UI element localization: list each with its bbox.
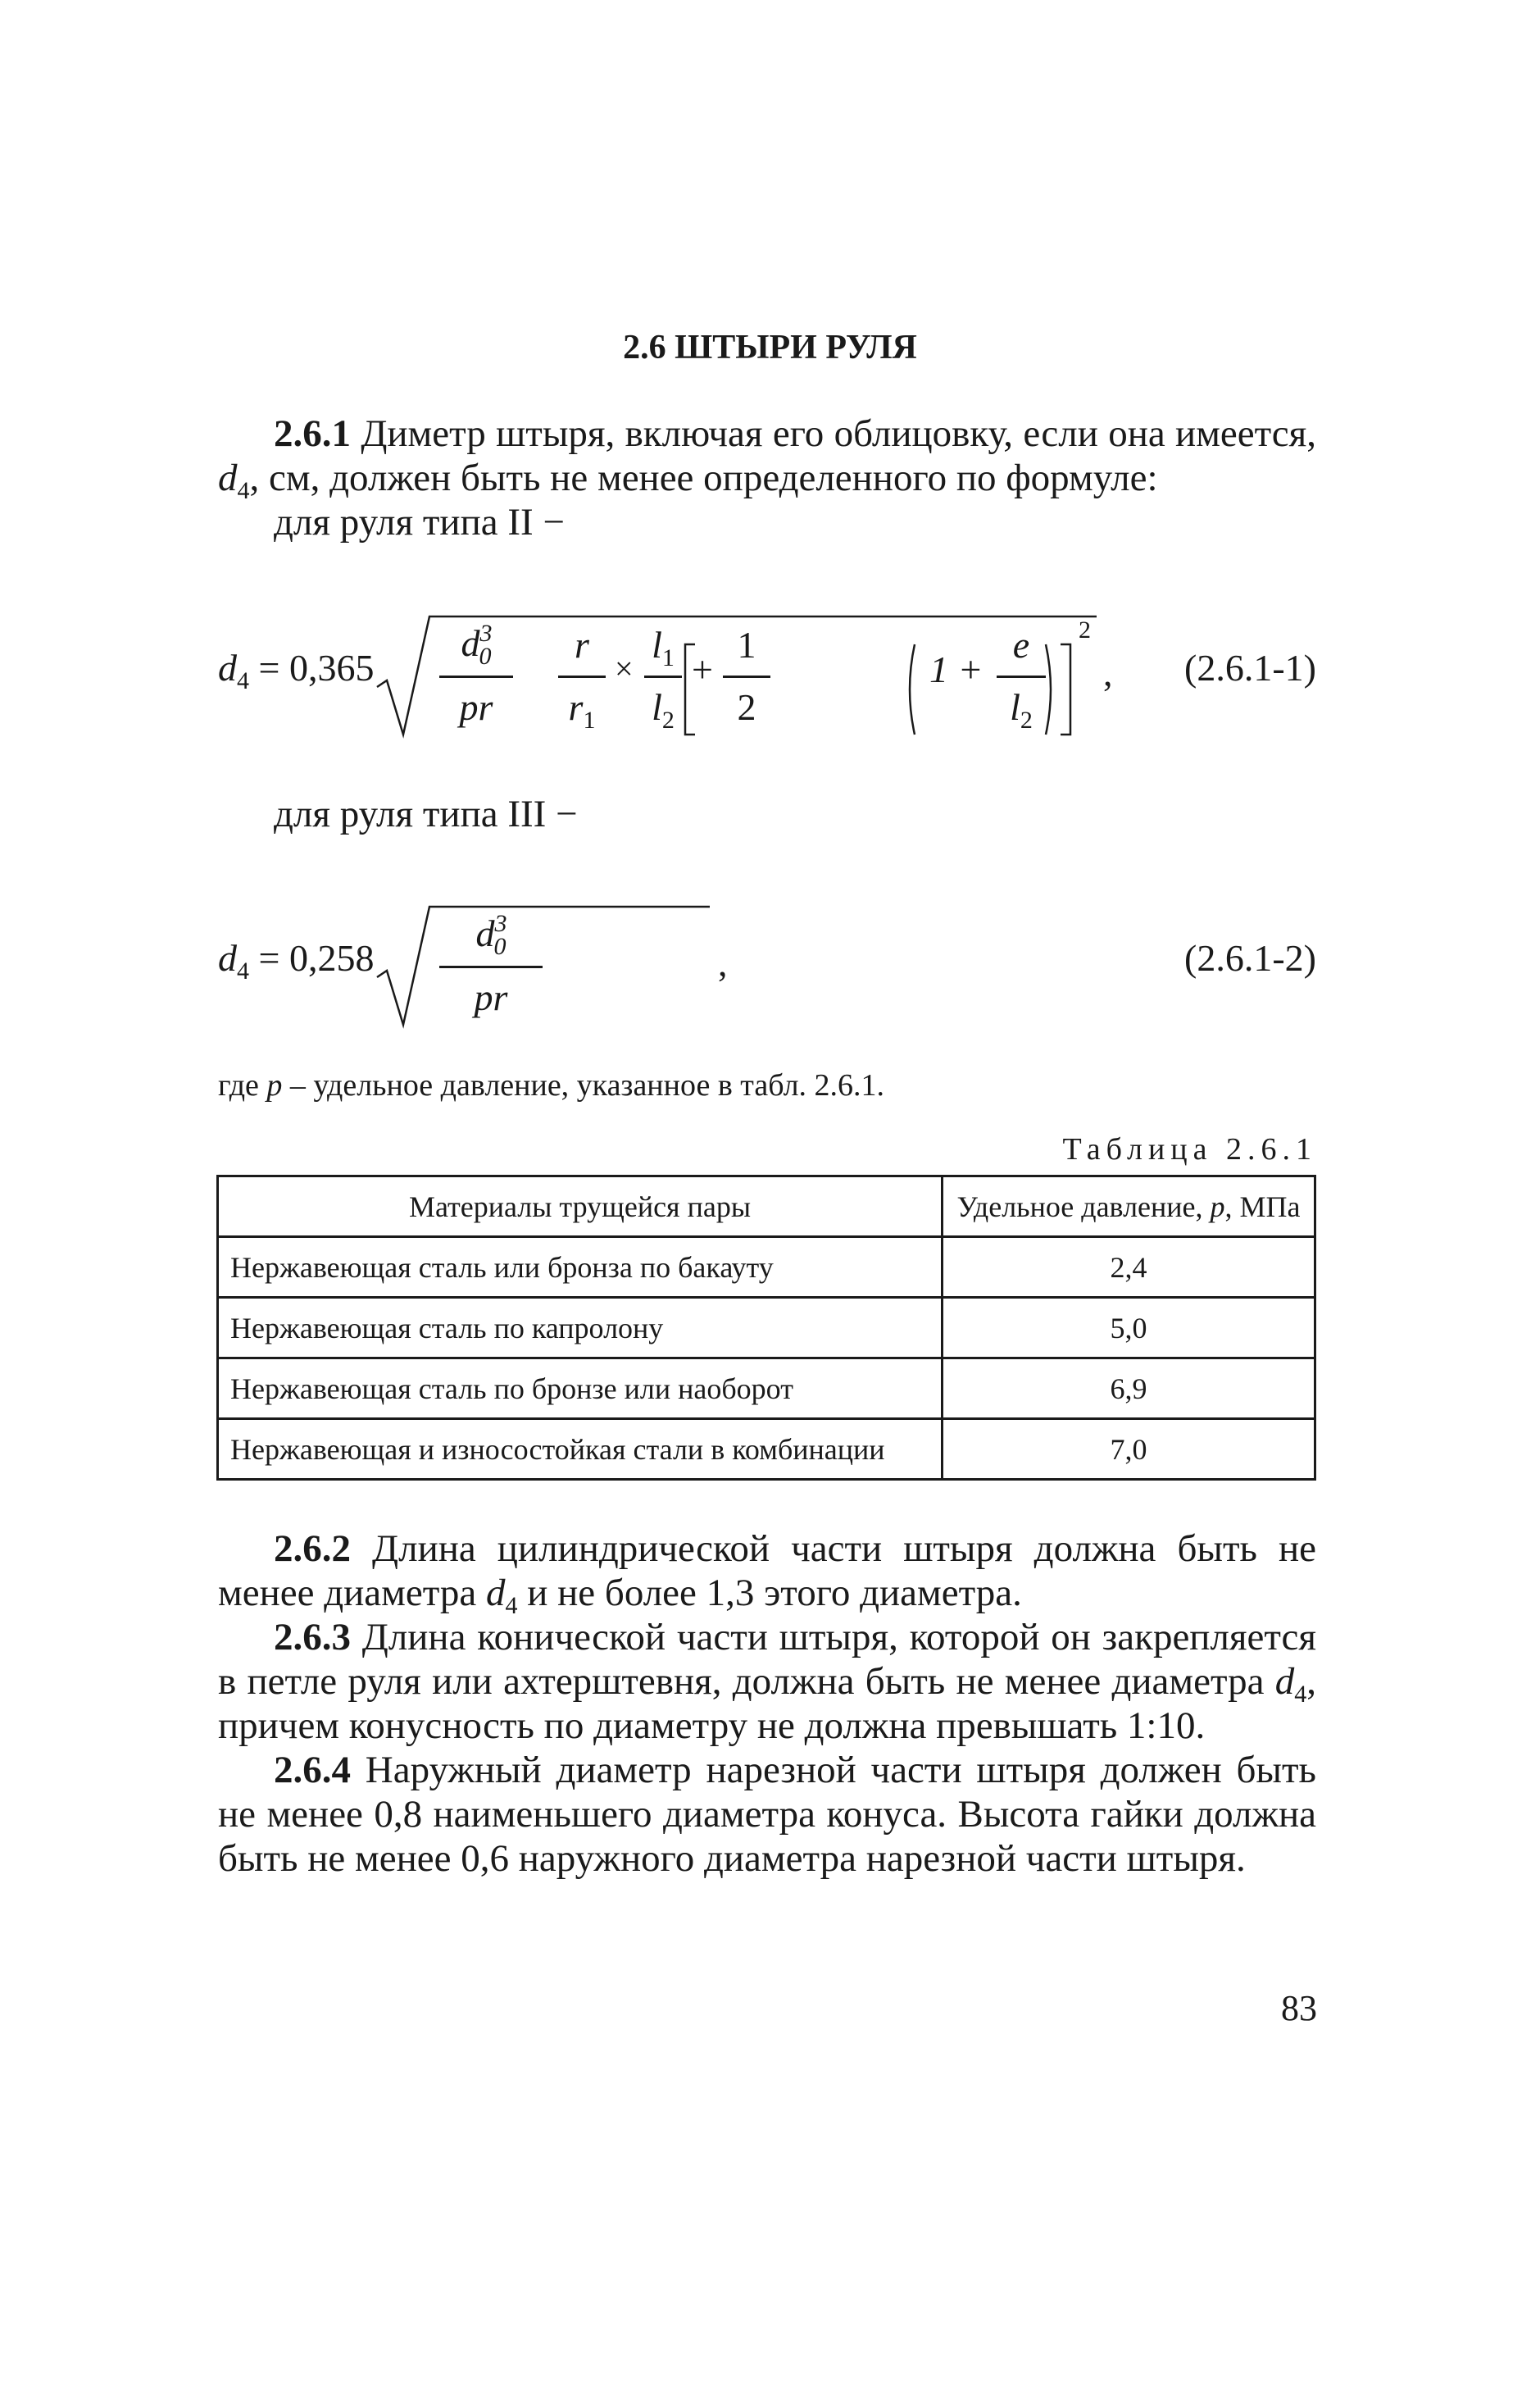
fraction2-numerator: $d^3_0$ — [475, 910, 507, 960]
denominator-2: 2 — [737, 686, 756, 728]
table-header-row — [218, 1176, 1315, 1237]
clause-number: 2.6.3 — [274, 1616, 351, 1658]
clause-number: 2.6.1 — [274, 412, 351, 455]
fraction-d0-pr: $d^3_0$ — [461, 620, 493, 670]
formula-2-6-1-2 — [218, 910, 1316, 1033]
plus-sign: + — [692, 648, 713, 690]
one-plus: 1 + — [929, 648, 984, 690]
table-row — [218, 1358, 1315, 1419]
radical-sign-2 — [374, 902, 718, 1033]
variable-d: d — [218, 457, 238, 499]
fraction2-denominator: pr — [474, 976, 508, 1018]
paragraph-2-6-2: 2.6.2 Длина цилиндрической части штыря должна быть не менее диаметра $d_4$ и не более 1,3 этого диаметра. — [218, 1527, 1316, 1619]
table-row — [218, 1237, 1315, 1298]
header-pressure: Удельное давление, p, МПа — [943, 1176, 1315, 1237]
formula-lhs: $d_4 = 0,365$ — [218, 647, 375, 694]
numerator-1: 1 — [737, 624, 756, 666]
cell-material: Нержавеющая сталь по капролону — [218, 1298, 943, 1358]
denominator-l2: $l_2$ — [652, 686, 675, 734]
table-row — [218, 1298, 1315, 1358]
numerator-r: r — [575, 624, 589, 666]
clause-number: 2.6.2 — [274, 1527, 351, 1570]
page-number: 83 — [1281, 1988, 1317, 2028]
formula2-lhs: $d_4 = 0,258$ — [218, 937, 375, 985]
clause-number: 2.6.4 — [274, 1749, 351, 1791]
pressure-table — [216, 1175, 1316, 1481]
table-row — [218, 1419, 1315, 1480]
paragraph-2-6-1: 2.6.1 Диметр штыря, включая его облицовку, если она имеется, $d_4$, см, должен быть не менее определенного по формуле: — [218, 412, 1316, 504]
section-title: 2.6 ШТЫРИ РУЛЯ — [623, 329, 917, 366]
table-caption: Таблица 2.6.1 — [1062, 1132, 1317, 1167]
cell-value: 5,0 — [943, 1298, 1315, 1358]
denominator-l2b: $l_2$ — [1010, 686, 1033, 734]
denominator-r1: $r_1$ — [568, 686, 596, 734]
numerator-l1: $l_1$ — [652, 624, 675, 671]
formula-number-1: (2.6.1-1) — [1184, 647, 1316, 689]
denominator-pr: pr — [459, 686, 493, 728]
cell-value: 7,0 — [943, 1419, 1315, 1480]
rudder-type-3-label: для руля типа III − — [274, 793, 578, 835]
formula-2-6-1-1 — [218, 616, 1316, 743]
header-materials: Материалы трущейся пары — [218, 1176, 943, 1237]
paragraph-2-6-4: 2.6.4 Наружный диаметр нарезной части штыря должен быть не менее 0,8 наименьшего диаметра конуса. Высота гайки должна быть не менее 0,6 наружного диаметра нарезной части штыря. — [218, 1749, 1316, 1880]
cell-value: 6,9 — [943, 1358, 1315, 1419]
cell-material: Нержавеющая и износостойкая стали в комбинации — [218, 1419, 943, 1480]
cell-value: 2,4 — [943, 1237, 1315, 1298]
cell-material: Нержавеющая сталь или бронза по бакауту — [218, 1237, 943, 1298]
formula-number-2: (2.6.1-2) — [1184, 937, 1316, 979]
formula-comma: , — [1103, 652, 1113, 694]
cell-material: Нержавеющая сталь по бронзе или наоборот — [218, 1358, 943, 1419]
rudder-type-2-label: для руля типа II − — [274, 501, 565, 544]
where-note: где p – удельное давление, указанное в табл. 2.6.1. — [218, 1068, 885, 1103]
power-2: 2 — [1079, 616, 1091, 644]
times-sign: × — [615, 650, 634, 687]
numerator-e: e — [1012, 624, 1030, 666]
paragraph-2-6-3: 2.6.3 Длина конической части штыря, которой он закрепляется в петле руля или ахтерштевня, должна быть не менее диаметра $d_4$, причем конусность по диаметру не должна превышать 1:10. — [218, 1616, 1316, 1747]
formula2-comma: , — [718, 942, 728, 984]
